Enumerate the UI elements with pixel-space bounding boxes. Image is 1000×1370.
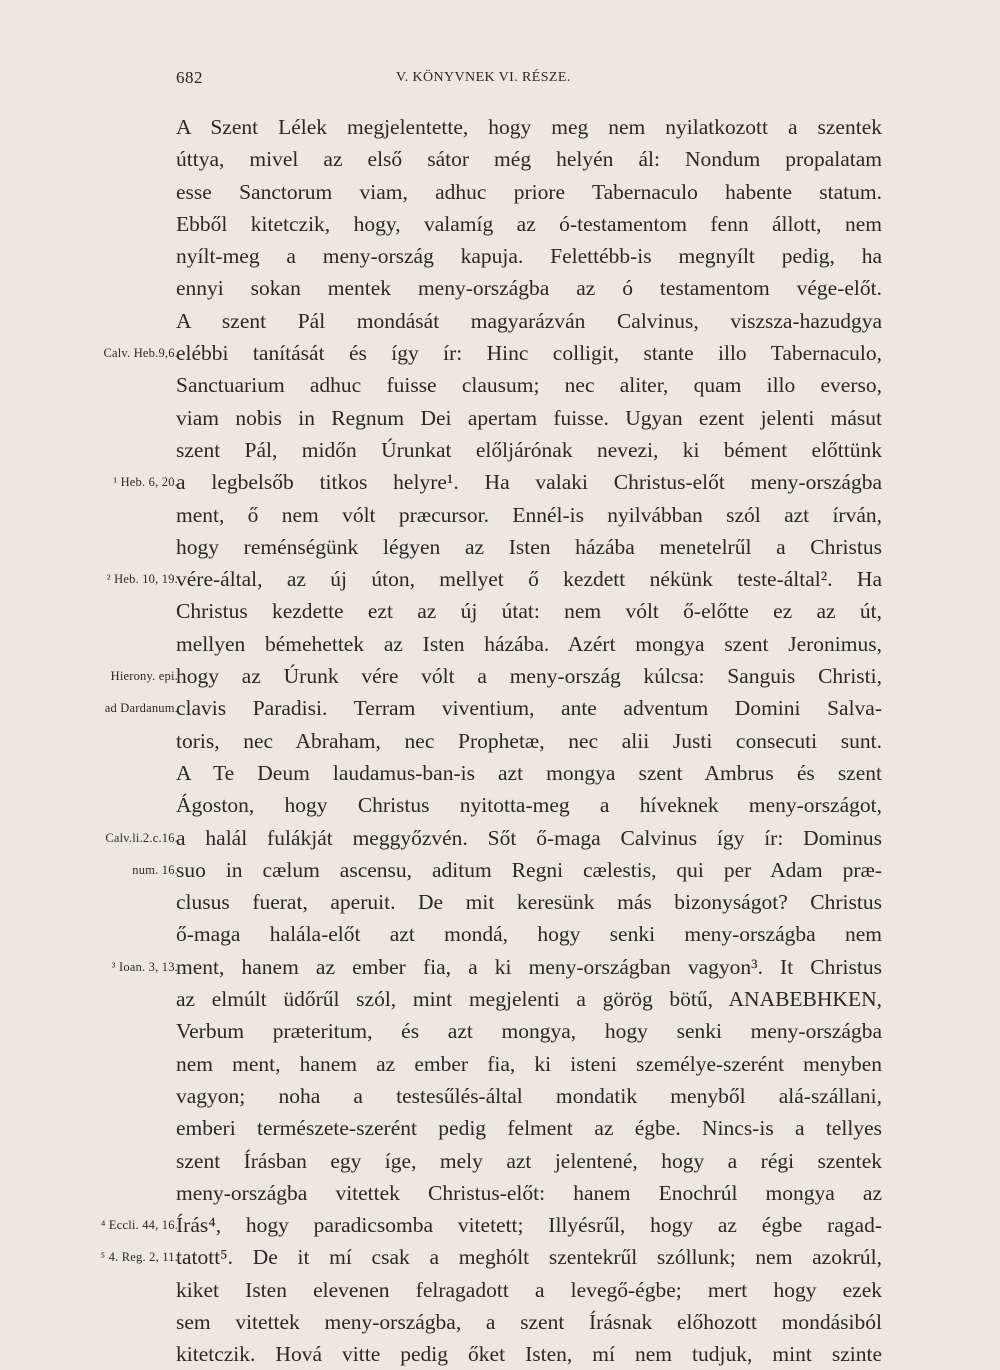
running-head: V. KÖNYVNEK VI. RÉSZE. [396, 70, 571, 85]
text-line [0, 562, 1000, 594]
line-text: sem vitettek meny-országba, a szent Írásnak előhozott mondásiból [176, 1309, 882, 1334]
line-text: szent Pál, midőn Úrunkat előljárónak nevezi, ki bément előttünk [176, 437, 882, 462]
page-body [0, 110, 1000, 1370]
line-text: Sanctuarium adhuc fuisse clausum; nec aliter, quam illo everso, [176, 373, 882, 398]
text-line [0, 110, 1000, 142]
text-line [0, 1305, 1000, 1337]
text-line [0, 175, 1000, 207]
line-text: meny-országba vitettek Christus-előt: hanem Enochrúl mongya az [176, 1180, 882, 1205]
margin-note: ³ Ioan. 3, 13. [111, 959, 178, 974]
line-text: kitetczik. Hová vitte pedig őket Isten, mí nem tudjuk, mint szinte [176, 1342, 882, 1367]
text-line [0, 917, 1000, 949]
line-text: Verbum præteritum, és azt mongya, hogy senki meny-országba [176, 1019, 882, 1044]
text-line [0, 1208, 1000, 1240]
margin-note: Calv. Heb.9,6. [103, 346, 178, 361]
line-text: suo in cælum ascensu, aditum Regni cælestis, qui per Adam præ- [176, 857, 882, 882]
line-text: hogy reménségünk légyen az Isten házába menetelrűl a Christus [176, 534, 882, 559]
line-text: nyílt-meg a meny-ország kapuja. Felettébb-is megnyílt pedig, ha [176, 244, 882, 269]
line-text: A szent Pál mondását magyarázván Calvinus, viszsza-hazudgya [176, 308, 882, 333]
line-text: vére-által, az új úton, mellyet ő kezdett nékünk teste-által². Ha [176, 567, 882, 592]
line-text: kiket Isten elevenen felragadott a levegő-égbe; mert hogy ezek [176, 1277, 882, 1302]
margin-note: num. 16. [132, 862, 178, 877]
text-line [0, 1047, 1000, 1079]
line-text: emberi természete-szerént pedig felment az égbe. Nincs-is a tellyes [176, 1116, 882, 1141]
page-header [176, 68, 882, 92]
text-line [0, 756, 1000, 788]
line-text: clusus fuerat, aperuit. De mit keresünk más bizonyságot? Christus [176, 890, 882, 915]
page-number: 682 [176, 68, 203, 87]
margin-note: ad Dardanum. [104, 701, 178, 716]
text-line [0, 1240, 1000, 1272]
text-line [0, 368, 1000, 400]
text-line [0, 207, 1000, 239]
text-line [0, 1111, 1000, 1143]
text-line [0, 627, 1000, 659]
text-line [0, 1337, 1000, 1369]
line-text: mellyen bémehettek az Isten házába. Azért mongya szent Jeronimus, [176, 631, 882, 656]
text-line [0, 1176, 1000, 1208]
line-text: ő-maga halála-előt azt mondá, hogy senki meny-országba nem [176, 922, 882, 947]
line-text: hogy az Úrunk vére vólt a meny-ország kúlcsa: Sanguis Christi, [176, 664, 882, 689]
margin-note: ⁵ 4. Reg. 2, 11. [100, 1250, 178, 1265]
margin-note: ² Heb. 10, 19. [106, 572, 178, 587]
text-line [0, 821, 1000, 853]
margin-note: ⁴ Eccli. 44, 16. [101, 1218, 178, 1233]
line-text: ennyi sokan mentek meny-országba az ó testamentom vége-előt. [176, 276, 882, 301]
line-text: szent Írásban egy íge, mely azt jelentené, hogy a régi szentek [176, 1148, 882, 1173]
line-text: Írás⁴, hogy paradicsomba vitetett; Illyésrűl, hogy az égbe ragad- [176, 1213, 882, 1238]
text-line [0, 724, 1000, 756]
line-text: clavis Paradisi. Terram viventium, ante adventum Domini Salva- [176, 696, 882, 721]
text-line [0, 1273, 1000, 1305]
text-line [0, 1014, 1000, 1046]
line-text: a halál fulákját meggyőzvén. Sőt ő-maga Calvinus így ír: Dominus [176, 825, 882, 850]
line-text: az elmúlt üdőrűl szól, mint megjelenti a görög bötű, ANABEBHKEN, [176, 987, 882, 1012]
text-line [0, 691, 1000, 723]
margin-note: ¹ Heb. 6, 20. [113, 475, 178, 490]
text-line [0, 433, 1000, 465]
text-line [0, 594, 1000, 626]
line-text: úttya, mivel az első sátor még helyén ál: Nondum propalatam [176, 147, 882, 172]
text-line [0, 885, 1000, 917]
text-line [0, 498, 1000, 530]
text-line [0, 304, 1000, 336]
line-text: a legbelsőb titkos helyre¹. Ha valaki Christus-előt meny-országba [176, 470, 882, 495]
margin-note: Hierony. epi. [110, 669, 178, 684]
text-line [0, 239, 1000, 271]
line-text: Christus kezdette ezt az új útat: nem vólt ő-előtte ez az út, [176, 599, 882, 624]
text-line [0, 659, 1000, 691]
line-text: Ágoston, hogy Christus nyitotta-meg a híveknek meny-országot, [176, 793, 882, 818]
text-line [0, 465, 1000, 497]
line-text: viam nobis in Regnum Dei apertam fuisse. Ugyan ezent jelenti másut [176, 405, 882, 430]
text-line [0, 401, 1000, 433]
line-text: toris, nec Abraham, nec Prophetæ, nec alii Justi consecuti sunt. [176, 728, 882, 753]
line-text: Ebből kitetczik, hogy, valamíg az ó-testamentom fenn állott, nem [176, 211, 882, 236]
line-text: esse Sanctorum viam, adhuc priore Tabernaculo habente statum. [176, 179, 882, 204]
text-line [0, 336, 1000, 368]
margin-note: Calv.li.2.c.16. [105, 830, 178, 845]
text-line [0, 788, 1000, 820]
line-text: ment, hanem az ember fia, a ki meny-országban vagyon³. It Christus [176, 954, 882, 979]
line-text: ment, ő nem vólt præcursor. Ennél-is nyilvábban szól azt írván, [176, 502, 882, 527]
line-text: nem ment, hanem az ember fia, ki isteni személye-szerént menyben [176, 1051, 882, 1076]
line-text: vagyon; noha a testesűlés-által mondatik menyből alá-szállani, [176, 1083, 882, 1108]
text-line [0, 1144, 1000, 1176]
line-text: elébbi tanítását és így ír: Hinc colligit, stante illo Tabernaculo, [176, 341, 882, 366]
text-line [0, 1079, 1000, 1111]
text-line [0, 853, 1000, 885]
line-text: A Szent Lélek megjelentette, hogy meg nem nyilatkozott a szentek [176, 115, 882, 139]
text-line [0, 142, 1000, 174]
line-text: tatott⁵. De it mí csak a meghólt szentekrűl szóllunk; nem azokrúl, [176, 1245, 882, 1270]
text-line [0, 982, 1000, 1014]
text-line [0, 950, 1000, 982]
text-line [0, 271, 1000, 303]
line-text: A Te Deum laudamus-ban-is azt mongya szent Ambrus és szent [176, 760, 882, 785]
text-line [0, 530, 1000, 562]
